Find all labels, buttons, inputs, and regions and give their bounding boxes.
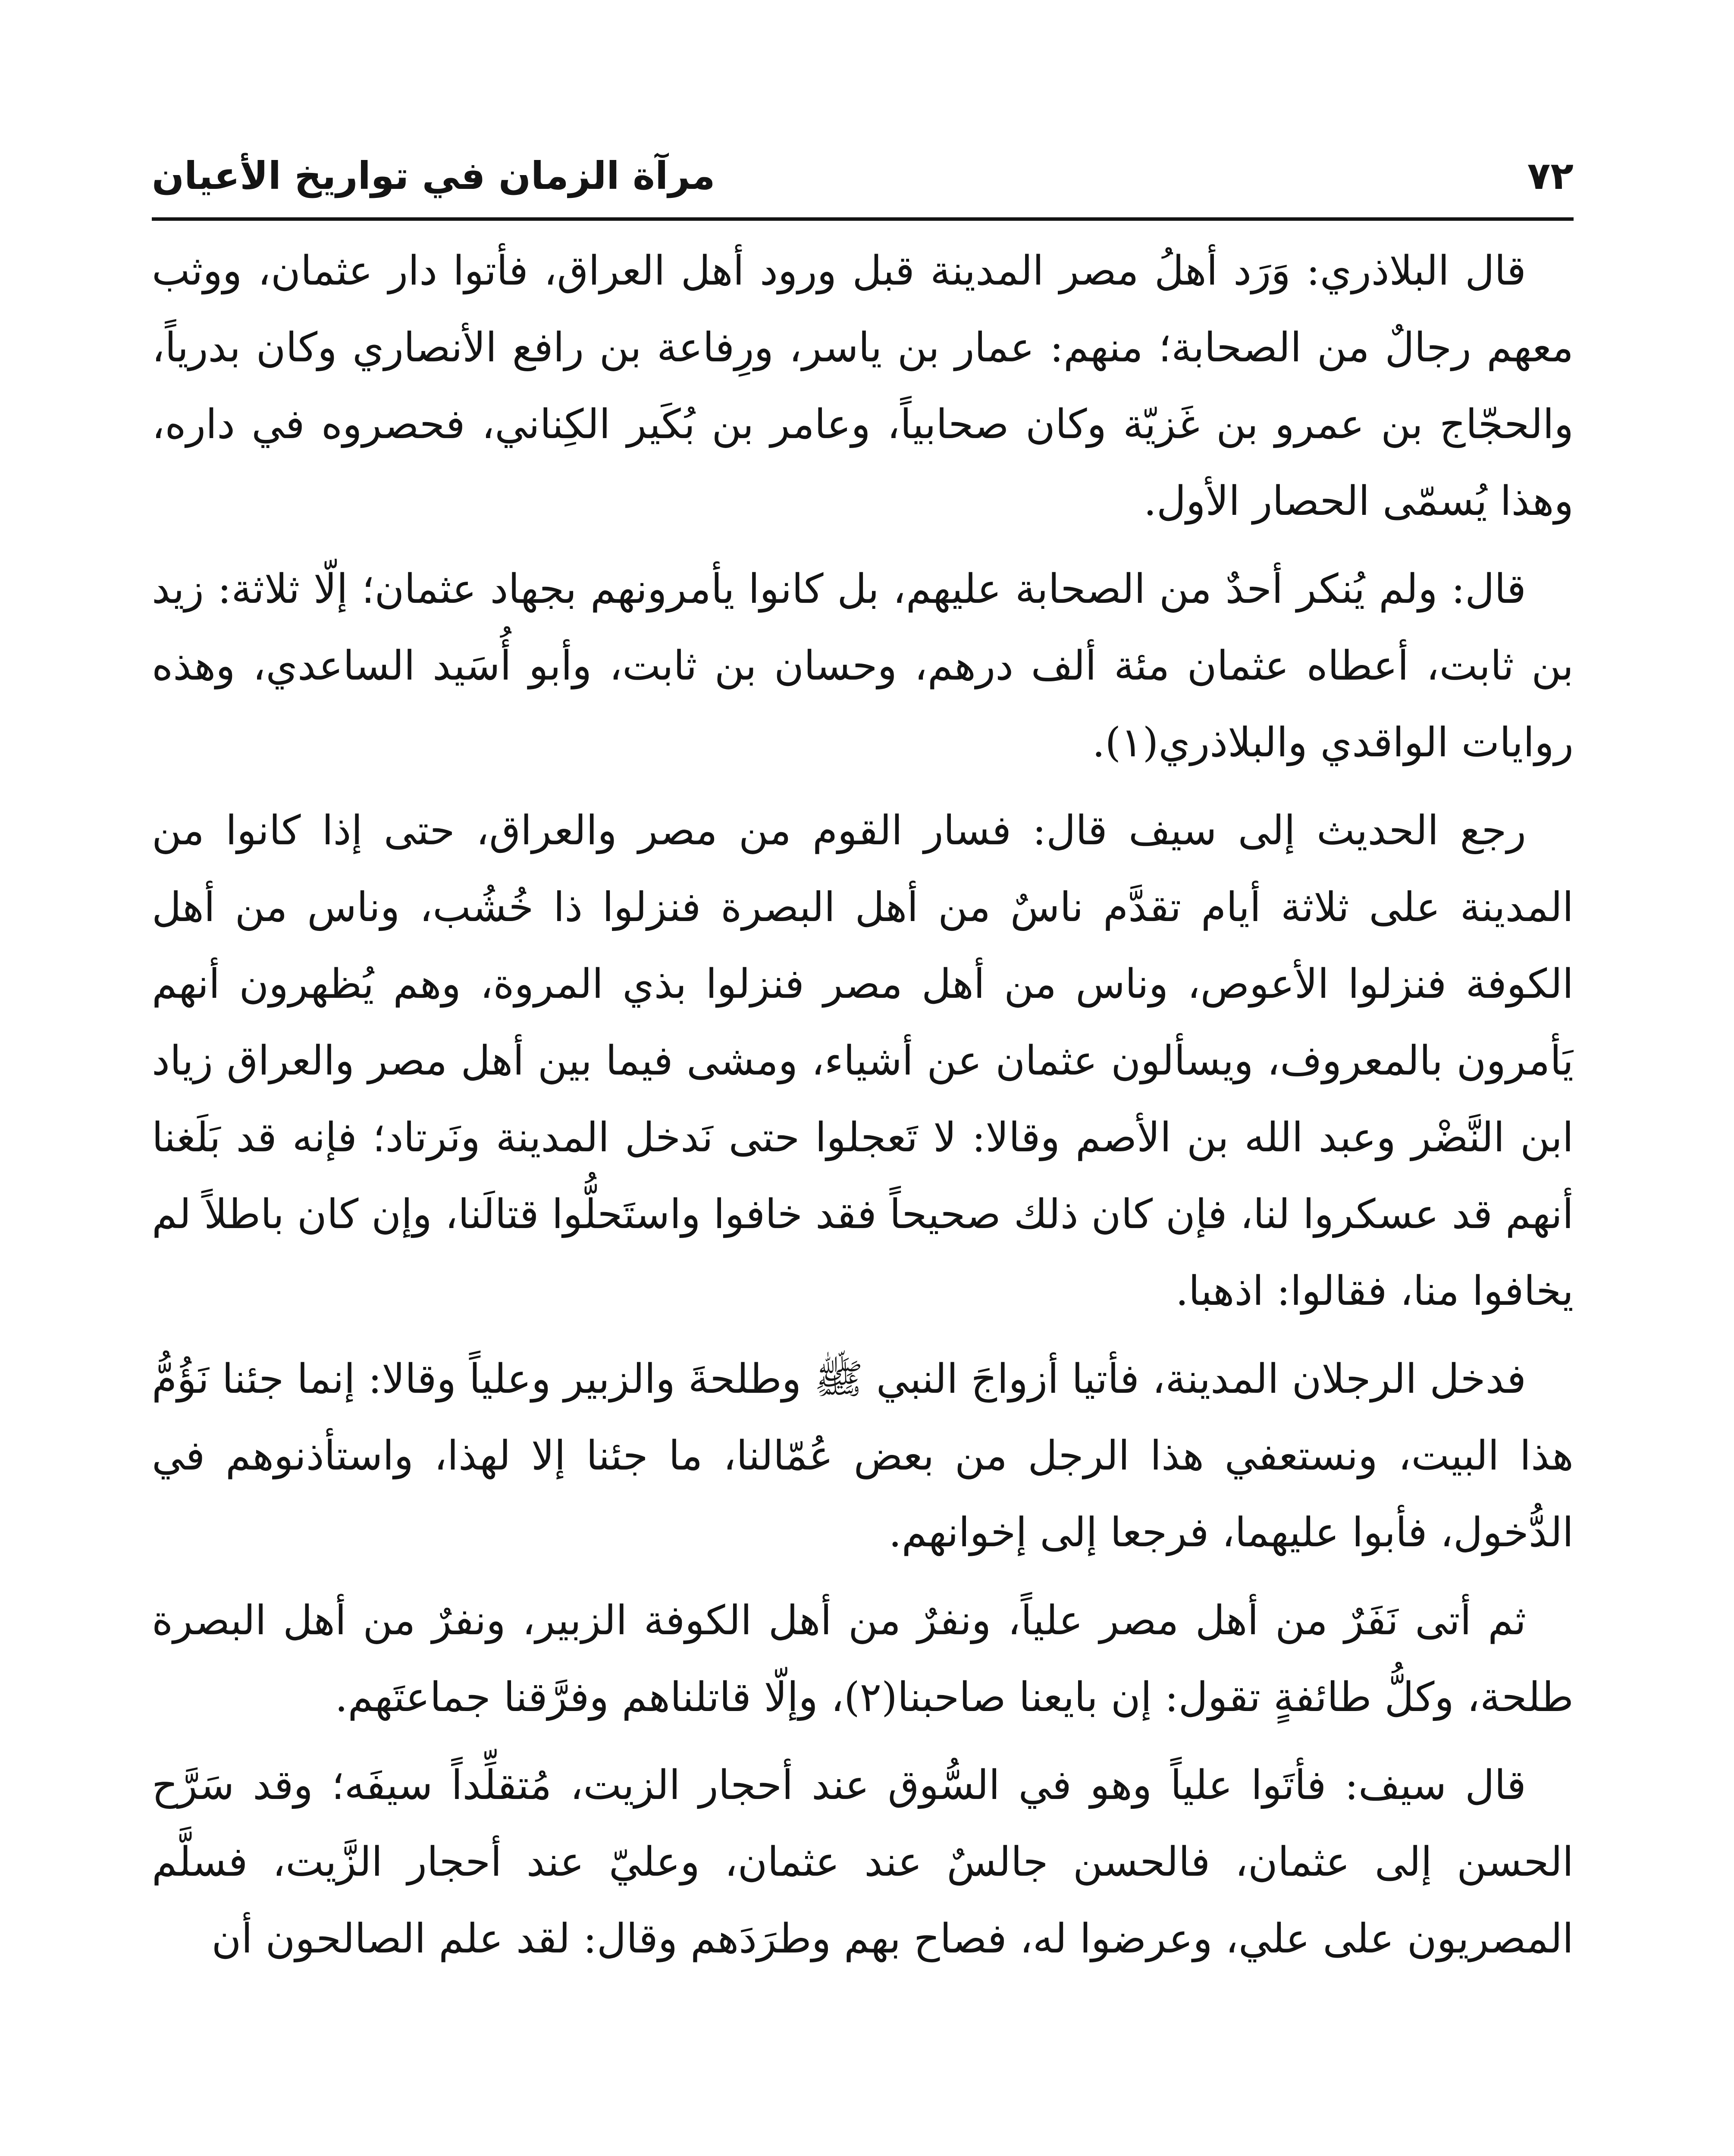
paragraph-6: قال سيف: فأتَوا علياً وهو في السُّوق عند أحجار الزيت، مُتقلِّداً سيفَه؛ وقد سَرَّح الحسن إلى عثمان، فالحسن جالسٌ عند عثمان، وعليّ عند أحجار الزَّيت، فسلَّم المصريون على علي، وعرضوا له، فصاح بهم وطرَدَهم وقال: لقد علم الصالحون أن [152,1762,1574,1962]
page-number: ٧٢ [1527,154,1574,198]
running-header [152,125,1574,207]
main-text [152,233,1574,2156]
paragraph-5: ثم أتى نَفَرٌ من أهل مصر علياً، ونفرٌ من أهل الكوفة الزبير، ونفرٌ من أهل البصرة طلحة، وكلُّ طائفةٍ تقول: إن بايعنا صاحبنا(٢)، وإلّا قاتلناهم وفرَّقنا جماعتَهم. [152,1597,1574,1721]
running-title: مرآة الزمان في تواريخ الأعيان [152,154,715,198]
paragraph-3: رجع الحديث إلى سيف قال: فسار القوم من مصر والعراق، حتى إذا كانوا من المدينة على ثلاثة أيام تقدَّم ناسٌ من أهل البصرة فنزلوا ذا خُشُب، وناس من أهل الكوفة فنزلوا الأعوص، وناس من أهل مصر فنزلوا بذي المروة، وهم يُظهرون أنهم يَأمرون بالمعروف، ويسألون عثمان عن أشياء، ومشى فيما بين أهل مصر والعراق زياد ابن النَّضْر وعبد الله بن الأصم وقالا: لا تَعجلوا حتى نَدخل المدينة ونَرتاد؛ فإنه قد بَلَغنا أنهم قد عسكروا لنا، فإن كان ذلك صحيحاً فقد خافوا واستَحلُّوا قتالَنا، وإن كان باطلاً لم يخافوا منا، فقالوا: اذهبا. [152,807,1574,1315]
paragraph-1: قال البلاذري: وَرَد أهلُ مصر المدينة قبل ورود أهل العراق، فأتوا دار عثمان، ووثب معهم رجالٌ من الصحابة؛ منهم: عمار بن ياسر، ورِفاعة بن رافع الأنصاري وكان بدرياً، والحجّاج بن عمرو بن غَزيّة وكان صحابياً، وعامر بن بُكَير الكِناني، فحصروه في داره، وهذا يُسمّى الحصار الأول. [152,248,1574,525]
paragraph-2: قال: ولم يُنكر أحدٌ من الصحابة عليهم، بل كانوا يأمرونهم بجهاد عثمان؛ إلّا ثلاثة: زيد بن ثابت، أعطاه عثمان مئة ألف درهم، وحسان بن ثابت، وأبو أُسَيد الساعدي، وهذه روايات الواقدي والبلاذري(١). [152,566,1574,766]
paragraph-4: فدخل الرجلان المدينة، فأتيا أزواجَ النبي ﷺ وطلحةَ والزبير وعلياً وقالا: إنما جئنا نَؤُمُّ هذا البيت، ونستعفي هذا الرجل من بعض عُمّالنا، ما جئنا إلا لهذا، واستأذنوهم في الدُّخول، فأبوا عليهما، فرجعا إلى إخوانهم. [152,1356,1574,1556]
header-rule [152,217,1574,221]
